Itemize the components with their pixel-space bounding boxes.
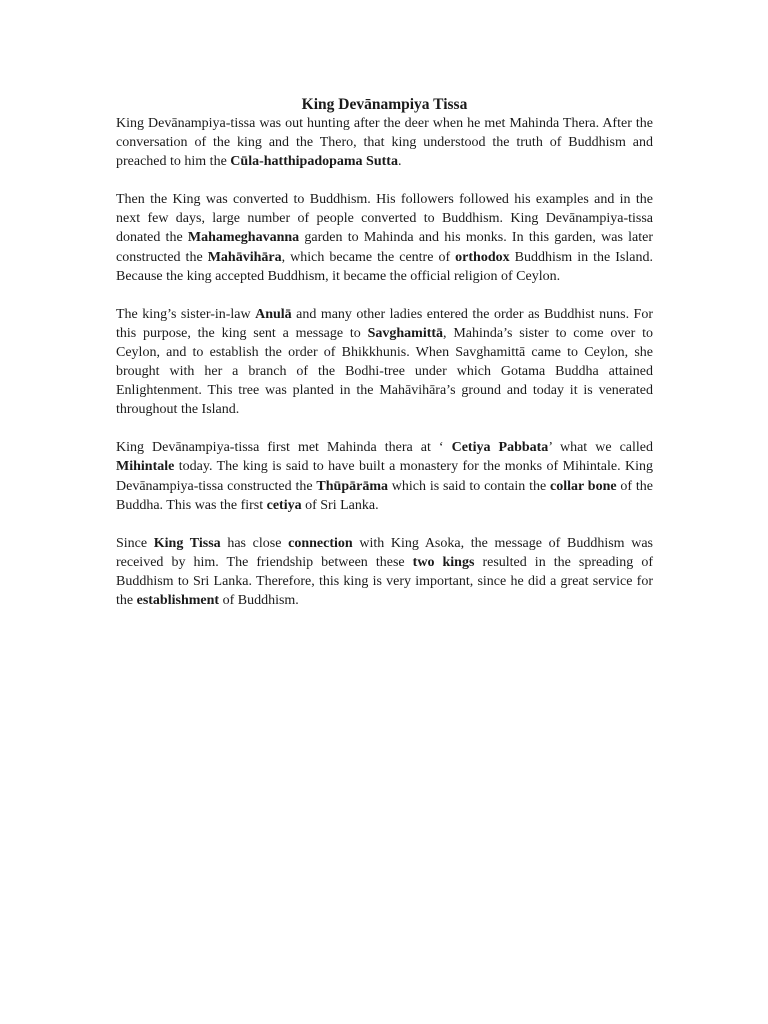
bold-term: Cūla-hatthipadopama Sutta (230, 154, 398, 170)
bold-term: orthodox (455, 249, 510, 265)
text-run: ’ what we called (548, 440, 653, 456)
text-run: of Buddhism. (219, 592, 299, 608)
text-run: resulted in the spreading of Buddhism to Sri Lanka. Therefore, this king is very important, since he did a great service for the (116, 554, 654, 608)
paragraph-5 (116, 534, 653, 610)
text-run: with King Asoka, the message of Buddhism was received by him. The friendship between these (116, 535, 653, 570)
bold-term: Thūpārāma (316, 478, 388, 494)
text-run: King Devānampiya-tissa was out hunting after the deer when he met Mahinda Thera. After the conversation of the king and the Thero, that king understood the truth of Buddhism and preached to him the (116, 116, 653, 170)
bold-term: Anulā (255, 306, 292, 322)
text-run: which is said to contain the (387, 478, 551, 494)
text-run: has close (220, 535, 289, 551)
paragraph-3 (116, 305, 653, 420)
text-run: . (397, 154, 402, 170)
text-run: today. The king is said to have built a monastery for the monks of Mihintale. King Devānampiya-tissa constructed the (116, 459, 653, 494)
bold-term: collar bone (550, 478, 617, 494)
text-run: Then the King was converted to Buddhism. His followers followed his examples and in the next few days, large number of people converted to Buddhism. King Devānampiya-tissa donated the (116, 192, 653, 246)
text-run: Since (116, 535, 154, 551)
text-run: Buddhism in the Island. Because the king accepted Buddhism, it became the official religion of Ceylon. (116, 249, 653, 284)
bold-term: cetiya (266, 497, 302, 513)
paragraph-2 (116, 190, 653, 285)
paragraph-4 (116, 438, 653, 514)
bold-term: Mahāvihāra (207, 249, 282, 265)
text-run: and many other ladies entered the order as Buddhist nuns. For this purpose, the king sent a message to (116, 306, 653, 341)
document-body (116, 95, 653, 629)
bold-term: two kings (412, 554, 475, 570)
bold-term: Cetiya Pabbata (451, 440, 549, 456)
text-run: of Sri Lanka. (301, 497, 379, 513)
bold-term: King Tissa (153, 535, 221, 551)
bold-term: connection (288, 535, 353, 551)
text-run: of the Buddha. This was the first (116, 478, 653, 513)
text-run: garden to Mahinda and his monks. In this garden, was later constructed the (116, 230, 654, 265)
bold-term: Mihintale (116, 459, 175, 475)
paragraph-1 (116, 114, 653, 171)
bold-term: Mahameghavanna (187, 230, 300, 246)
text-run: , which became the centre of (281, 249, 456, 265)
bold-term: Savghamittā (367, 325, 444, 341)
text-run: The king’s sister-in-law (116, 306, 256, 322)
bold-term: establishment (136, 592, 220, 608)
text-run: , Mahinda’s sister to come over to Ceylon, and to establish the order of Bhikkhunis. When Savghamittā came to Ceylon, she brought with her a branch of the Bodhi-tree under which Gotama Buddha attained Enlightenment. This tree was planted in the Mahāvihāra’s ground and today it is venerated throughout the Island. (116, 325, 653, 418)
document-title: King Devānampiya Tissa (301, 96, 468, 113)
text-run: King Devānampiya-tissa first met Mahinda thera at ‘ (116, 440, 452, 456)
